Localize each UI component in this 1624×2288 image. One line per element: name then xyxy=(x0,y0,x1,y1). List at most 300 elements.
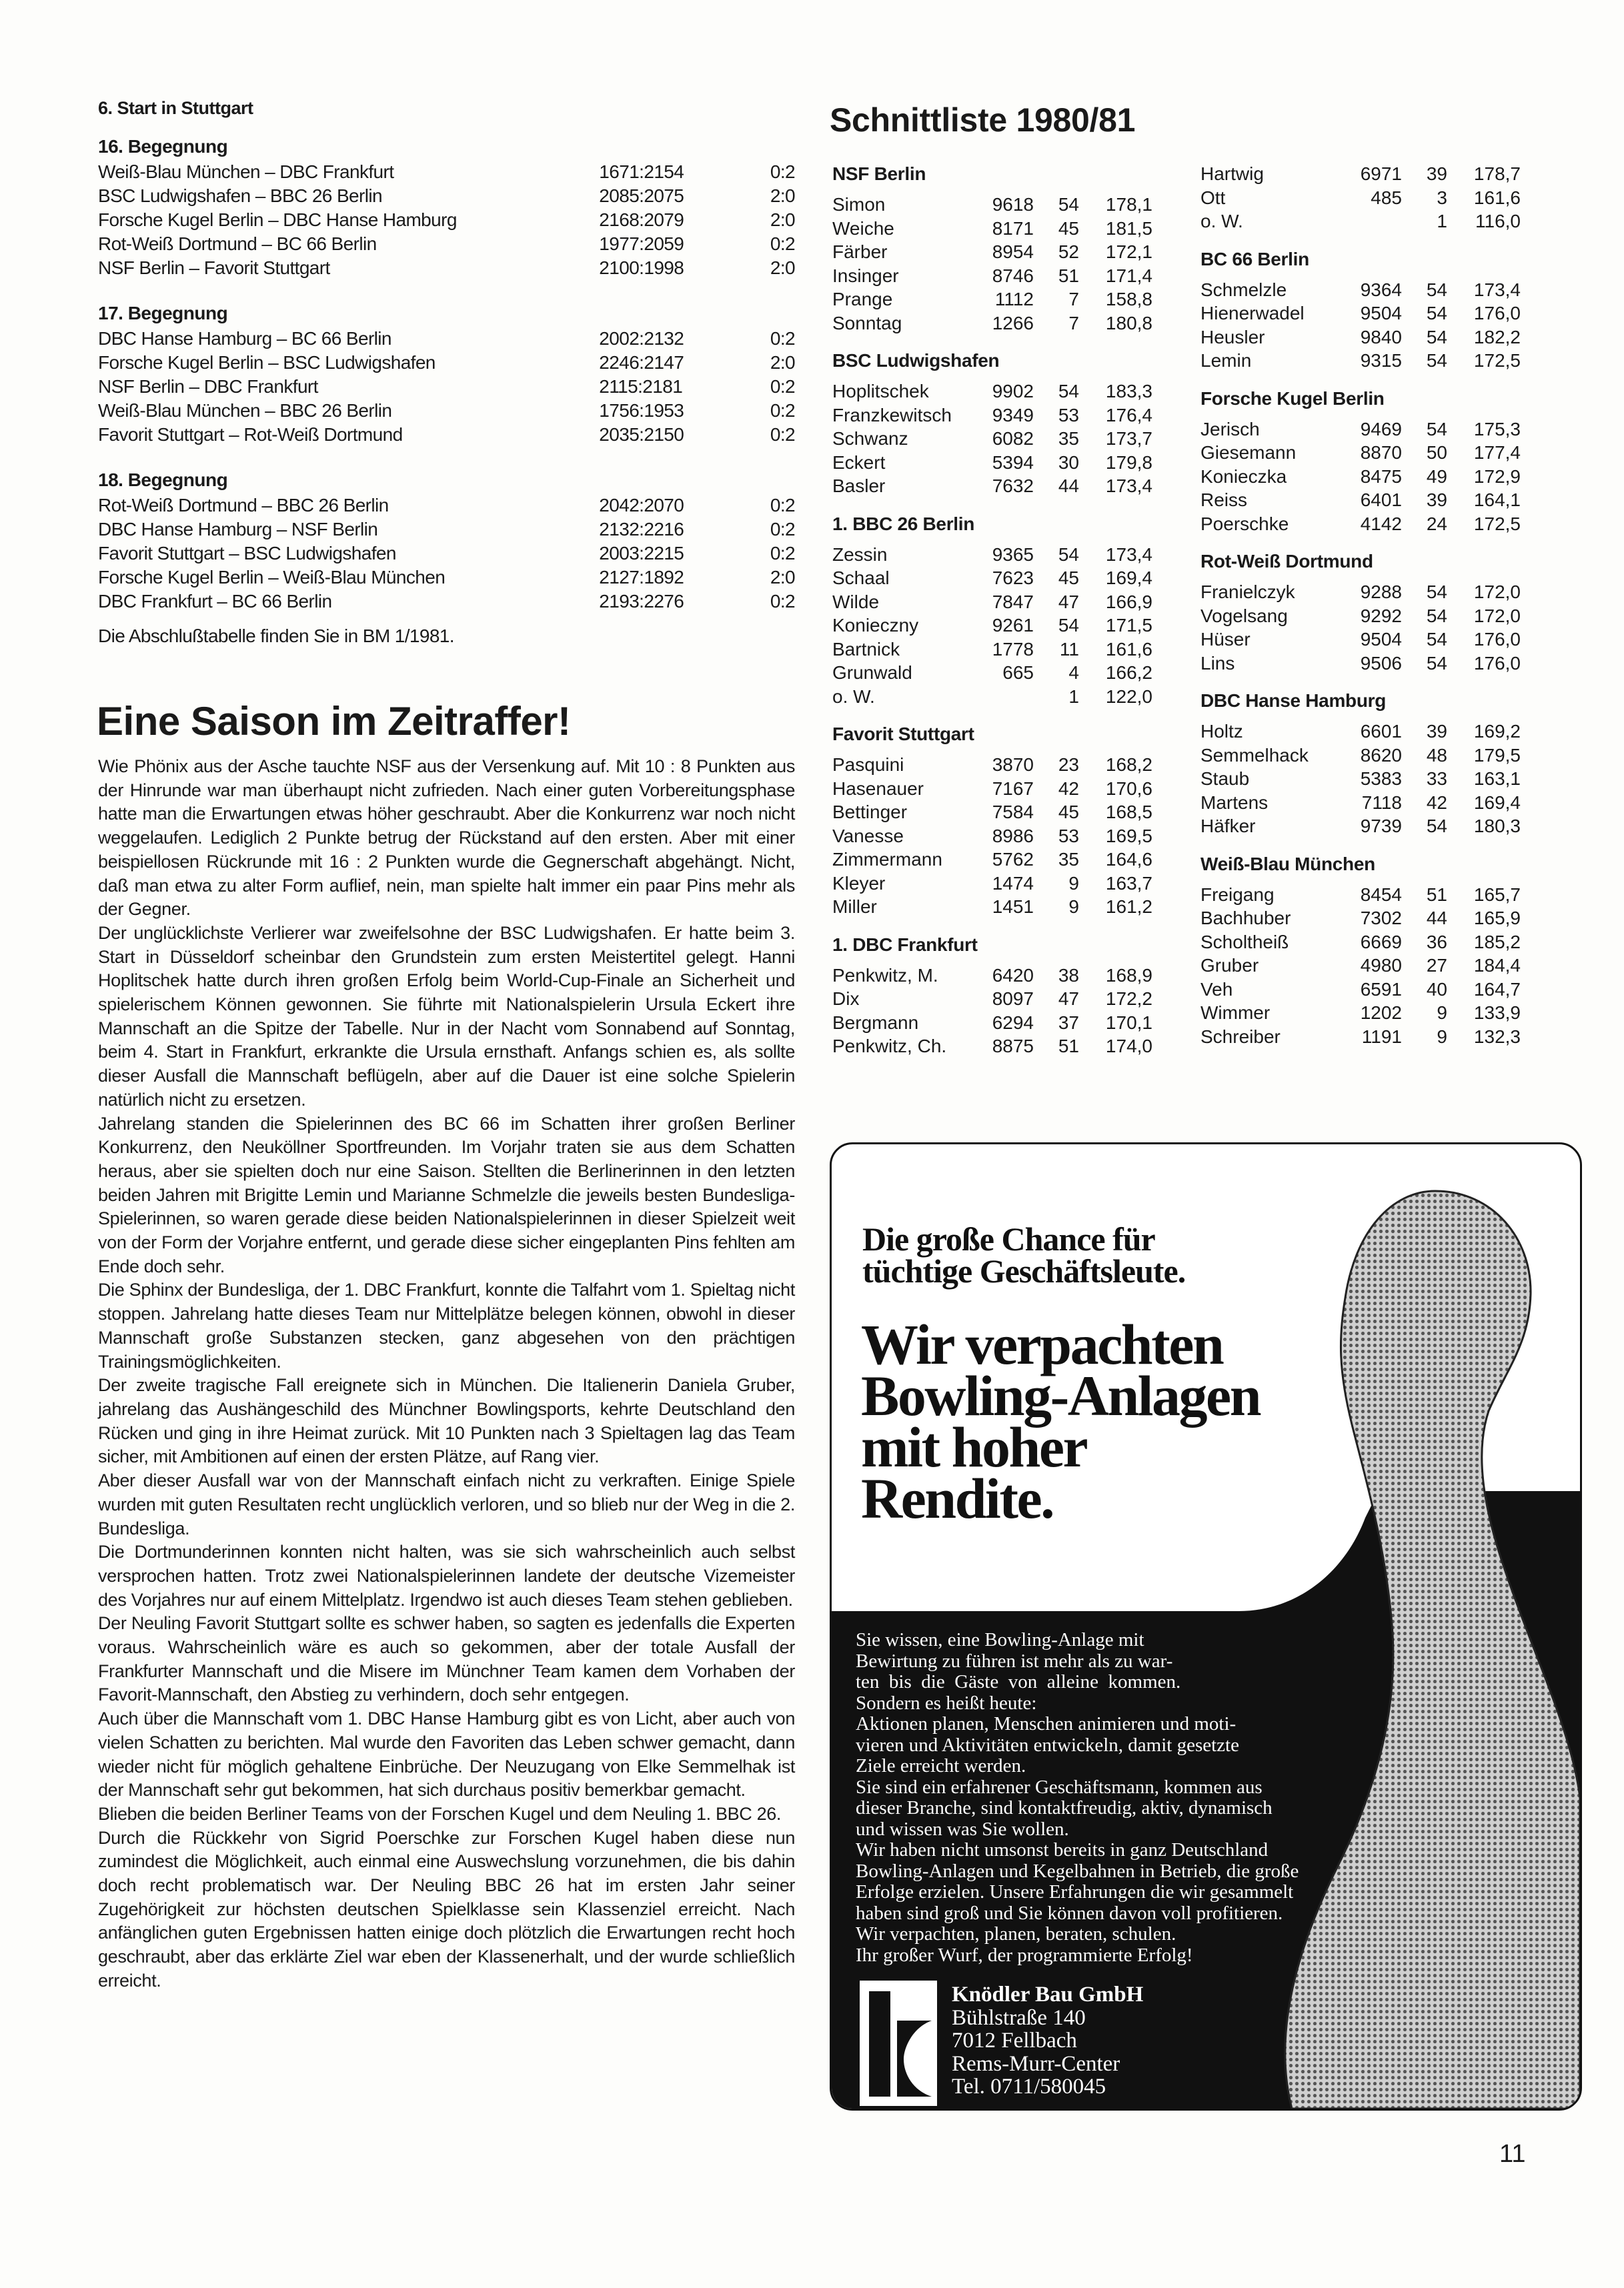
player-average: 166,9 xyxy=(1105,591,1152,612)
player-name: Lins xyxy=(1200,652,1235,674)
player-average: 173,7 xyxy=(1105,428,1152,449)
ad-subheadline-line: tüchtige Geschäftsleute. xyxy=(862,1252,1186,1290)
player-name: Basler xyxy=(832,475,886,496)
team-section xyxy=(832,511,1152,709)
player-row xyxy=(832,1011,1152,1035)
advertisement xyxy=(830,1142,1582,2111)
company-address xyxy=(952,1983,1143,2099)
team-section xyxy=(832,721,1152,919)
player-games: 51 xyxy=(1058,1036,1079,1056)
player-row xyxy=(1200,1001,1521,1025)
player-name: Dix xyxy=(832,988,860,1009)
player-name: Lemin xyxy=(1200,350,1252,371)
average-list-title: Schnittliste 1980/81 xyxy=(830,101,1136,139)
player-row xyxy=(1200,814,1521,838)
player-games: 54 xyxy=(1426,303,1447,323)
player-pins: 8097 xyxy=(992,988,1034,1009)
player-average: 172,9 xyxy=(1473,465,1521,487)
player-pins: 9504 xyxy=(1360,303,1402,323)
match-score: 2193:2276 xyxy=(599,591,684,612)
player-average: 166,2 xyxy=(1105,662,1152,683)
player-row xyxy=(832,777,1152,801)
match-points: 2:0 xyxy=(770,209,795,230)
player-row xyxy=(832,895,1152,919)
match-teams: Forsche Kugel Berlin – BSC Ludwigshafen xyxy=(98,352,436,373)
match-points: 0:2 xyxy=(770,591,795,612)
player-average: 178,7 xyxy=(1473,163,1521,184)
player-games: 7 xyxy=(1068,289,1079,309)
player-pins: 1202 xyxy=(1360,1002,1402,1023)
player-games: 24 xyxy=(1426,513,1447,534)
team-name: 1. DBC Frankfurt xyxy=(832,934,978,955)
player-games: 54 xyxy=(1426,418,1447,439)
match-score: 2246:2147 xyxy=(599,352,684,373)
player-average: 169,5 xyxy=(1105,825,1152,846)
rounds-list xyxy=(98,133,795,614)
player-row xyxy=(832,311,1152,335)
player-pins: 9288 xyxy=(1360,582,1402,602)
match-points: 0:2 xyxy=(770,328,795,349)
player-pins: 1778 xyxy=(992,638,1034,660)
player-row xyxy=(1200,488,1521,512)
player-row xyxy=(1200,791,1521,815)
player-pins: 6601 xyxy=(1360,721,1402,742)
player-row xyxy=(832,217,1152,241)
player-pins: 4980 xyxy=(1360,955,1402,976)
player-row xyxy=(1200,441,1521,465)
player-pins: 7623 xyxy=(992,567,1034,588)
player-games: 9 xyxy=(1068,872,1079,894)
player-games: 42 xyxy=(1426,792,1447,813)
ad-body-line: und wissen was Sie wollen. xyxy=(856,1818,1069,1840)
match-teams: NSF Berlin – Favorit Stuttgart xyxy=(98,257,330,278)
player-games: 53 xyxy=(1058,404,1079,425)
player-games: 54 xyxy=(1426,605,1447,626)
player-games: 54 xyxy=(1426,816,1447,836)
player-row xyxy=(832,590,1152,614)
player-name: Jerisch xyxy=(1200,418,1260,439)
match-row xyxy=(98,232,795,256)
player-row xyxy=(832,824,1152,848)
player-pins: 6082 xyxy=(992,428,1034,449)
player-name: Hartwig xyxy=(1200,163,1264,184)
round-block xyxy=(98,467,795,614)
player-pins: 485 xyxy=(1371,187,1402,208)
player-pins: 6971 xyxy=(1360,163,1402,184)
player-games: 37 xyxy=(1058,1012,1079,1033)
player-games: 50 xyxy=(1426,442,1447,463)
team-name: NSF Berlin xyxy=(832,163,926,184)
player-games: 47 xyxy=(1058,988,1079,1009)
match-teams: Forsche Kugel Berlin – DBC Hanse Hamburg xyxy=(98,209,457,230)
player-average: 164,6 xyxy=(1105,849,1152,870)
player-average: 161,6 xyxy=(1105,638,1152,660)
player-games: 54 xyxy=(1426,629,1447,650)
player-name: Färber xyxy=(832,241,888,262)
match-score: 2042:2070 xyxy=(599,495,684,515)
player-pins: 9315 xyxy=(1360,350,1402,371)
player-average: 170,1 xyxy=(1105,1012,1152,1033)
player-row xyxy=(832,474,1152,498)
match-row xyxy=(98,375,795,399)
match-teams: NSF Berlin – DBC Frankfurt xyxy=(98,376,318,397)
player-row xyxy=(832,193,1152,217)
player-average: 172,1 xyxy=(1105,241,1152,262)
company-name: Knödler Bau GmbH xyxy=(952,1983,1144,2007)
player-average: 178,1 xyxy=(1105,194,1152,215)
ad-body-line: Sie wissen, eine Bowling-Anlage mit xyxy=(856,1629,1144,1650)
player-pins: 9506 xyxy=(1360,652,1402,674)
ad-body-line: Sie sind ein erfahrener Geschäftsmann, kommen aus xyxy=(856,1776,1263,1798)
match-points: 2:0 xyxy=(770,352,795,373)
player-row xyxy=(1200,325,1521,349)
player-games: 7 xyxy=(1068,312,1079,333)
player-average: 164,7 xyxy=(1473,978,1521,1000)
player-games: 33 xyxy=(1426,768,1447,789)
player-name: Simon xyxy=(832,194,886,215)
player-name: Kleyer xyxy=(832,872,886,894)
match-score: 2002:2132 xyxy=(599,328,684,349)
match-teams: DBC Frankfurt – BC 66 Berlin xyxy=(98,591,332,612)
player-pins: 9618 xyxy=(992,194,1034,215)
player-pins: 6669 xyxy=(1360,931,1402,952)
article-paragraph: Der unglücklichste Verlierer war zweifelsohne der BSC Ludwigshafen. Er hatte beim 3. Start in Düsseldorf scheinbar den Grundstein zum ersten Meistertitel gelegt. Hanni Hoplitschek hatte durch ihren großen Erfolg beim World-Cup-Finale an Sicherheit und spielerischem Können gewonnen. Sie führte mit Nationalspielerin Ursula Eckert ihre Mannschaft an die Spitze der Tabelle. Nur in der Nacht vom Sonnabend auf Sonntag, beim 4. Start in Frankfurt, erkrankte die Ursula ernsthaft. Anfangs schien es, als sollte dieser Ausfall die Mannschaft beflügeln, aber auf die Dauer ist eine solche Spielerin natürlich nicht zu ersetzen. xyxy=(98,922,795,1110)
player-average: 161,6 xyxy=(1473,187,1521,208)
player-name: Insinger xyxy=(832,265,899,286)
player-games: 54 xyxy=(1426,652,1447,674)
player-pins: 9739 xyxy=(1360,816,1402,836)
player-name: Hasenauer xyxy=(832,778,924,799)
match-teams: Rot-Weiß Dortmund – BBC 26 Berlin xyxy=(98,495,389,515)
match-teams: Rot-Weiß Dortmund – BC 66 Berlin xyxy=(98,233,377,254)
player-pins: 9504 xyxy=(1360,629,1402,650)
article-paragraph: Die Dortmunderinnen konnten nicht halten, was sie sich wahrscheinlich auch selbst versprochen hatten. Trotz zwei Nationalspielerinnen landete der deutsche Vizemeister des Vorjahres nur auf einem Mittelplatz. Irgendwo ist auch dieses Team stehen geblieben. xyxy=(98,1542,795,1610)
player-row xyxy=(832,379,1152,403)
player-average: 176,0 xyxy=(1473,652,1521,674)
match-points: 2:0 xyxy=(770,257,795,278)
player-row xyxy=(1200,604,1521,628)
player-name: Konieczny xyxy=(832,615,919,636)
match-teams: Weiß-Blau München – DBC Frankfurt xyxy=(98,161,394,182)
match-teams: DBC Hanse Hamburg – NSF Berlin xyxy=(98,519,378,539)
round-block xyxy=(98,133,795,280)
team-section xyxy=(832,932,1152,1058)
player-row xyxy=(1200,767,1521,791)
match-score: 2085:2075 xyxy=(599,185,684,206)
player-pins: 3870 xyxy=(992,754,1034,775)
ad-body-line: Bowling-Anlagen und Kegelbahnen in Betrieb, die große xyxy=(856,1860,1299,1882)
match-points: 2:0 xyxy=(770,185,795,206)
player-games: 39 xyxy=(1426,489,1447,510)
player-pins: 7118 xyxy=(1361,792,1402,813)
match-teams: Favorit Stuttgart – Rot-Weiß Dortmund xyxy=(98,424,403,445)
player-games: 9 xyxy=(1437,1026,1447,1047)
ad-headline-line: Bowling-Anlagen xyxy=(861,1364,1261,1428)
player-name: Pasquini xyxy=(832,754,904,775)
player-average: 172,0 xyxy=(1473,605,1521,626)
player-row xyxy=(832,403,1152,427)
player-pins xyxy=(960,685,1034,709)
match-row xyxy=(98,517,795,541)
match-row xyxy=(98,256,795,280)
player-row xyxy=(832,848,1152,872)
player-average: 179,8 xyxy=(1105,451,1152,473)
player-name: Grunwald xyxy=(832,662,912,683)
player-average: 169,2 xyxy=(1473,721,1521,742)
player-pins: 6294 xyxy=(992,1012,1034,1033)
player-games: 51 xyxy=(1426,884,1447,905)
player-pins: 5383 xyxy=(1360,768,1402,789)
match-row xyxy=(98,184,795,208)
match-teams: Favorit Stuttgart – BSC Ludwigshafen xyxy=(98,543,396,563)
player-average: 175,3 xyxy=(1473,418,1521,439)
team-name: Forsche Kugel Berlin xyxy=(1200,387,1385,409)
player-row xyxy=(1200,278,1521,302)
player-pins: 9902 xyxy=(992,381,1034,401)
player-average: 116,0 xyxy=(1475,211,1521,231)
player-name: Penkwitz, Ch. xyxy=(832,1036,947,1056)
player-games: 45 xyxy=(1058,217,1079,239)
player-games: 54 xyxy=(1058,194,1079,215)
player-average: 185,2 xyxy=(1473,931,1521,952)
player-games: 35 xyxy=(1058,428,1079,449)
player-pins: 7167 xyxy=(992,778,1034,799)
player-name: Vogelsang xyxy=(1200,605,1288,626)
player-average: 168,5 xyxy=(1105,802,1152,822)
match-row xyxy=(98,565,795,590)
player-name: Gruber xyxy=(1200,955,1259,976)
player-row xyxy=(1200,744,1521,768)
article-paragraph: Auch über die Mannschaft vom 1. DBC Hanse Hamburg gibt es von Licht, aber auch von vielen Schatten zu berichten. Mal wurde den Favoriten das Leben schwer gemacht, dann wieder nicht für möglich gehaltene Einbrüche. Der Neuzugang von Elke Semmelhak ist der Mannschaft sehr gut bekommen, hat sich durchaus positiv bemerkbar gemacht. xyxy=(98,1708,795,1801)
team-name: Weiß-Blau München xyxy=(1200,853,1375,874)
player-row xyxy=(1200,580,1521,604)
player-name: Hienerwadel xyxy=(1200,303,1305,323)
match-row xyxy=(98,160,795,184)
team-section xyxy=(1200,851,1521,1049)
player-average: 173,4 xyxy=(1105,475,1152,496)
player-name: Konieczka xyxy=(1200,465,1287,487)
player-pins: 6420 xyxy=(992,964,1034,986)
match-row xyxy=(98,327,795,351)
player-row xyxy=(1200,465,1521,489)
match-score: 2100:1998 xyxy=(599,257,684,278)
player-average: 133,9 xyxy=(1473,1002,1521,1023)
player-pins: 1266 xyxy=(992,312,1034,333)
ad-headline-line: mit hoher xyxy=(861,1415,1087,1479)
player-games: 52 xyxy=(1058,241,1079,262)
match-score: 2127:1892 xyxy=(599,567,684,588)
ad-subheadline-line: Die große Chance für xyxy=(862,1220,1155,1258)
player-games: 54 xyxy=(1426,326,1447,347)
player-games: 42 xyxy=(1058,778,1079,799)
match-row xyxy=(98,351,795,375)
player-name: Franzkewitsch xyxy=(832,404,952,425)
player-games: 9 xyxy=(1068,896,1079,917)
match-score: 1977:2059 xyxy=(599,233,684,254)
match-score: 2115:2181 xyxy=(599,376,683,397)
match-points: 0:2 xyxy=(770,424,795,445)
player-row xyxy=(1200,930,1521,954)
player-name: Vanesse xyxy=(832,825,904,846)
ad-body-line: Ihr großer Wurf, der programmierte Erfolg! xyxy=(856,1944,1193,1966)
match-points: 0:2 xyxy=(770,519,795,539)
player-name: Weiche xyxy=(832,217,894,239)
player-games: 30 xyxy=(1058,451,1079,473)
player-row xyxy=(832,543,1152,567)
player-games: 27 xyxy=(1426,955,1447,976)
player-pins: 665 xyxy=(1002,662,1034,683)
player-games: 39 xyxy=(1426,721,1447,742)
player-name: Hoplitschek xyxy=(832,381,929,401)
article-paragraph: Die Sphinx der Bundesliga, der 1. DBC Frankfurt, konnte die Talfahrt vom 1. Spieltag nicht stoppen. Jahrelang hatte dieses Team nur Mittelplätze belegen können, obwohl in dieser Mannschaft große Substanzen stecken, ganz abgesehen von den prächtigen Trainingsmöglichkeiten. xyxy=(98,1280,795,1372)
player-games: 54 xyxy=(1426,350,1447,371)
player-pins: 8171 xyxy=(992,217,1034,239)
player-average: 180,3 xyxy=(1473,816,1521,836)
player-pins: 9840 xyxy=(1360,326,1402,347)
player-games: 54 xyxy=(1426,582,1447,602)
player-name: Schaal xyxy=(832,567,890,588)
ad-body-line: Wir haben nicht umsonst bereits in ganz Deutschland xyxy=(856,1839,1269,1861)
player-games: 49 xyxy=(1426,465,1447,487)
player-name: Penkwitz, M. xyxy=(832,964,938,986)
player-average: 171,5 xyxy=(1105,615,1152,636)
ad-body-line: Bewirtung zu führen ist mehr als zu war- xyxy=(856,1650,1173,1672)
player-average: 163,1 xyxy=(1473,768,1521,789)
player-games: 51 xyxy=(1058,265,1079,286)
player-name: Schreiber xyxy=(1200,1026,1281,1047)
player-pins: 5762 xyxy=(992,849,1034,870)
ad-body-line: vieren und Aktivitäten entwickeln, damit gesetzte xyxy=(856,1734,1239,1756)
player-average: 181,5 xyxy=(1105,217,1152,239)
player-games: 4 xyxy=(1068,662,1079,683)
player-pins: 4142 xyxy=(1360,513,1402,534)
company-logo-icon xyxy=(860,1981,937,2106)
player-average: 177,4 xyxy=(1473,442,1521,463)
average-list-column-1 xyxy=(832,161,1152,1058)
ad-body-line: Ziele erreicht werden. xyxy=(856,1755,1026,1777)
player-average: 173,4 xyxy=(1105,543,1152,565)
player-games: 23 xyxy=(1058,754,1079,775)
player-average: 169,4 xyxy=(1105,567,1152,588)
player-name: Bergmann xyxy=(832,1012,919,1033)
player-name: Veh xyxy=(1200,978,1233,1000)
player-pins: 9364 xyxy=(1360,279,1402,300)
player-pins: 7632 xyxy=(992,475,1034,496)
match-points: 0:2 xyxy=(770,376,795,397)
player-pins: 6591 xyxy=(1360,978,1402,1000)
player-name: Bettinger xyxy=(832,802,908,822)
results-title: 6. Start in Stuttgart xyxy=(98,98,253,118)
article-paragraph: Durch die Rückkehr von Sigrid Poerschke zur Forschen Kugel haben diese nun zumindest die Möglichkeit, auch einmal eine Auswechslung vorzunehmen, die bis dahin doch recht problematisch war. Der Neuling BBC 26 hat im ersten Jahr seiner Zugehörigkeit zur höchsten deutschen Spielklasse sein Klassenziel erreicht. Nach anfänglichen guten Ergebnissen hatten einige doch plötzlich die Erwartungen recht hoch geschraubt, aber das erklärte Ziel war eben der Klassenerhalt, und der wurde schließlich erreicht. xyxy=(98,1827,795,1991)
player-row xyxy=(832,566,1152,590)
player-average: 158,8 xyxy=(1105,289,1152,309)
player-name: Scholtheiß xyxy=(1200,931,1289,952)
team-section xyxy=(1200,688,1521,838)
player-games: 3 xyxy=(1437,187,1447,208)
player-name: Bachhuber xyxy=(1200,908,1291,928)
player-average: 164,1 xyxy=(1473,489,1521,510)
player-name: Eckert xyxy=(832,451,886,473)
player-row xyxy=(1200,628,1521,652)
player-row xyxy=(832,427,1152,451)
company-phone: Tel. 0711/580045 xyxy=(952,2075,1106,2099)
player-name: Zessin xyxy=(832,543,888,565)
player-average: 122,0 xyxy=(1105,686,1152,707)
match-score: 1756:1953 xyxy=(599,400,684,421)
player-row xyxy=(1200,417,1521,441)
player-average: 176,0 xyxy=(1473,303,1521,323)
player-average: 168,2 xyxy=(1105,754,1152,775)
player-name: Zimmermann xyxy=(832,849,942,870)
player-row xyxy=(1200,954,1521,978)
player-games: 44 xyxy=(1426,908,1447,928)
player-name: Staub xyxy=(1200,768,1250,789)
player-row xyxy=(832,685,1152,709)
article-paragraph: Blieben die beiden Berliner Teams von der Forschen Kugel und dem Neuling 1. BBC 26. xyxy=(98,1803,782,1824)
article-paragraph: Wie Phönix aus der Asche tauchte NSF aus der Versenkung auf. Mit 10 : 8 Punkten aus der Hinrunde war man überhaupt nicht zufrieden. Nach einer guten Vorbereitungsphase hatte man die Erwartungen etwas höher geschraubt. Aber die Konkurrenz war noch nicht weggelaufen. Lediglich 2 Punkte betrug der Rückstand auf den ersten. Aber mit einer beispiellosen Rückrunde mit 16 : 2 Punkten wurde die Gegnerschaft abgehängt. Nicht, daß man etwa zu alter Form auflief, nein, man spielte halt immer ein paar Pins mehr als der Gegner. xyxy=(98,756,795,920)
player-row xyxy=(832,1034,1152,1058)
team-section xyxy=(832,347,1152,498)
match-score: 1671:2154 xyxy=(599,161,684,182)
team-name: Favorit Stuttgart xyxy=(832,724,974,744)
player-games: 1 xyxy=(1068,686,1079,707)
player-name: Franielczyk xyxy=(1200,582,1295,602)
player-row xyxy=(1200,209,1521,233)
match-points: 0:2 xyxy=(770,161,795,182)
player-pins: 8954 xyxy=(992,241,1034,262)
team-name: BC 66 Berlin xyxy=(1200,248,1309,269)
player-pins: 1112 xyxy=(994,289,1034,309)
player-games: 48 xyxy=(1426,744,1447,766)
match-results xyxy=(98,96,795,648)
player-name: Wimmer xyxy=(1200,1002,1271,1023)
player-pins: 9469 xyxy=(1360,418,1402,439)
player-average: 180,8 xyxy=(1105,312,1152,333)
round-title: 18. Begegnung xyxy=(98,469,228,490)
match-score: 2003:2215 xyxy=(599,543,684,563)
player-name: Heusler xyxy=(1200,326,1265,347)
player-name: Reiss xyxy=(1200,489,1248,510)
team-section xyxy=(1200,162,1521,233)
match-points: 0:2 xyxy=(770,495,795,515)
player-average: 182,2 xyxy=(1473,326,1521,347)
player-pins: 8870 xyxy=(1360,442,1402,463)
match-row xyxy=(98,208,795,232)
player-pins: 7847 xyxy=(992,591,1034,612)
player-name: Häfker xyxy=(1200,816,1256,836)
team-section xyxy=(1200,246,1521,373)
article-paragraph: Der Neuling Favorit Stuttgart sollte es schwer haben, so sagten es jedenfalls die Experten voraus. Wahrscheinlich wäre es auch so gekommen, aber der totale Ausfall der Frankfurter Mannschaft und die Misere im Münchner Team kamen dem Vorhaben der Favorit-Mannschaft, den Abstieg zu verhindern, doch sehr entgegen. xyxy=(98,1613,795,1705)
player-average: 172,5 xyxy=(1473,350,1521,371)
ad-headline xyxy=(861,1312,1261,1530)
player-pins: 1451 xyxy=(992,896,1034,917)
player-average: 165,9 xyxy=(1473,908,1521,928)
player-games: 36 xyxy=(1426,931,1447,952)
player-row xyxy=(1200,720,1521,744)
match-points: 0:2 xyxy=(770,543,795,563)
player-average: 169,4 xyxy=(1473,792,1521,813)
player-name: Bartnick xyxy=(832,638,900,660)
player-row xyxy=(832,753,1152,777)
team-section xyxy=(1200,385,1521,536)
company-street: Bühlstraße 140 xyxy=(952,2005,1086,2030)
player-games: 35 xyxy=(1058,849,1079,870)
match-row xyxy=(98,541,795,565)
player-pins: 9349 xyxy=(992,404,1034,425)
player-row xyxy=(832,240,1152,264)
company-center: Rems-Murr-Center xyxy=(952,2051,1120,2076)
player-games: 38 xyxy=(1058,964,1079,986)
